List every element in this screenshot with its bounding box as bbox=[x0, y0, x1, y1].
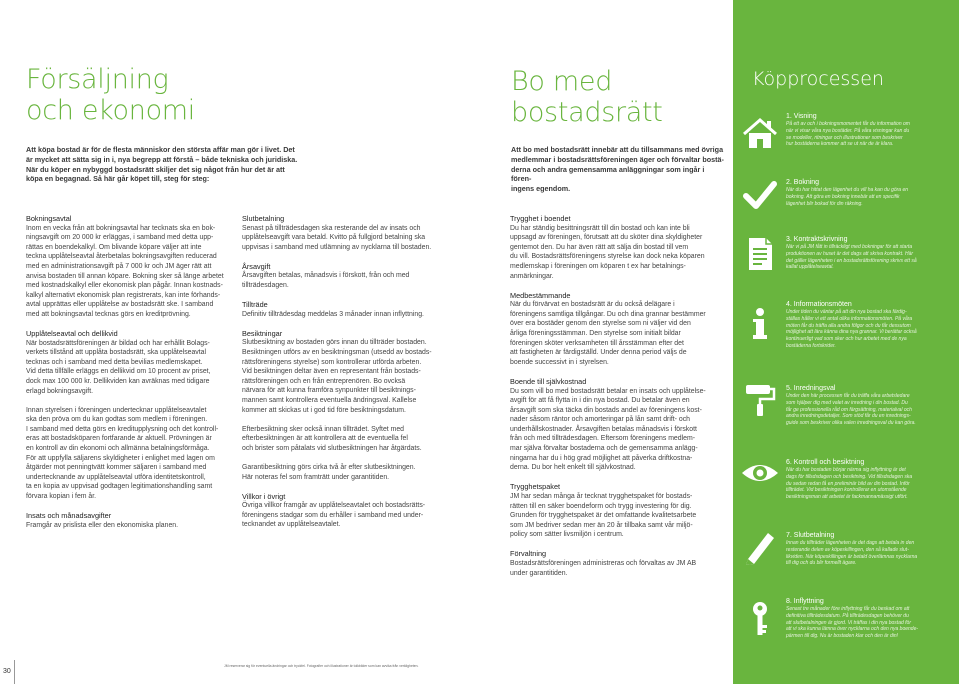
body-line: under garantitiden. bbox=[510, 569, 568, 577]
body-line: med kostnadskalkyl eller ekonomisk plan pågår. Innan kostnads- bbox=[26, 282, 223, 290]
body-line: derna. Du bor helt enkelt till självkostnad. bbox=[510, 464, 636, 472]
text-section bbox=[510, 482, 730, 540]
body-line: årsavgift som ska täcka din bostads andel av föreningens kost- bbox=[510, 406, 702, 414]
step-title: 1. Visning bbox=[786, 113, 817, 120]
body-line: närvara för att kunna framföra synpunkter till besiktnings- bbox=[242, 387, 416, 395]
process-step bbox=[786, 112, 938, 148]
step-description-line: likviden. När köpeskillingen är betald överlämnas nycklarna bbox=[786, 553, 918, 560]
title-line: bostadsrätt bbox=[511, 97, 663, 128]
section-heading: Villkor i övrigt bbox=[242, 491, 286, 501]
step-description-line: andra inredningsdetaljer. Som stöd får du en inrednings- bbox=[786, 413, 911, 420]
title-line: Bo med bbox=[511, 66, 613, 97]
body-line: teckna upplåtelseavtal återbetalas bokningsavgiften reducerad bbox=[26, 253, 217, 261]
step-description-line: pärmen till dig. Nu är bostaden klar och den är din! bbox=[786, 633, 899, 640]
info-icon bbox=[740, 303, 780, 343]
sidebar-title: Köpprocessen bbox=[752, 68, 884, 90]
body-line: nader såsom räntor och amorteringar på lån samt drift- och bbox=[510, 416, 691, 424]
step-description-line: lägenhet blir bokad för din räkning. bbox=[786, 200, 863, 207]
step-description-line: ställas håller vi ett antal olika informationsmöten. På våra bbox=[786, 315, 913, 322]
process-step bbox=[786, 178, 938, 207]
text-section bbox=[242, 425, 462, 454]
body-line: förvara kopian i fem år. bbox=[26, 493, 97, 501]
body-line: Du har ständig besittningsrätt till din bostad och kan inte bli bbox=[510, 224, 690, 232]
pen-icon bbox=[740, 527, 780, 567]
body-line: I samband med detta görs en kreditupplysning och det kontroll- bbox=[26, 425, 219, 433]
body-line: Vid besiktningen deltar även en representant från bostads- bbox=[242, 368, 421, 376]
text-line: När du köper en nybyggd bostadsrätt skiljer det sig något från hur det är att bbox=[26, 164, 285, 174]
section-heading: Årsavgift bbox=[242, 261, 271, 271]
process-step bbox=[786, 531, 938, 567]
text-section bbox=[26, 511, 236, 530]
body-line: kommer att skickas ut i god tid före besiktningsdatum. bbox=[242, 406, 406, 414]
body-line: från och med tillträdesdagen. Eftersom föreningens medlem- bbox=[510, 435, 695, 443]
step-description-line: definitiva tillträdesdatum. På tillträdesdagen behöver du bbox=[786, 612, 909, 619]
body-line: Här noteras fel som framträtt under garantitiden. bbox=[242, 473, 390, 481]
body-line: Efterbesiktning sker också innan tillträdet. Syftet med bbox=[242, 425, 405, 433]
text-line: köpa en begagnad. Så här går köpet till, steg för steg: bbox=[26, 174, 210, 184]
step-title: 5. Inredningsval bbox=[786, 385, 836, 392]
text-line: ingens egendom. bbox=[511, 184, 571, 194]
body-line: När du förvärvat en bostadsrätt är du också delägare i bbox=[510, 301, 675, 309]
section-heading: Medbestämmande bbox=[510, 290, 571, 300]
step-description-line: att vi ska kunna lämna över nycklarna och den nya boende- bbox=[786, 626, 919, 633]
section-heading: Upplåtelseavtal och dellikvid bbox=[26, 329, 118, 339]
section-heading: Boende till självkostnad bbox=[510, 376, 587, 386]
section-heading: Besiktningar bbox=[242, 328, 283, 338]
body-line: Garantibesiktning görs cirka två år efter slutbesiktningen. bbox=[242, 463, 416, 471]
body-line: anmärkningar. bbox=[510, 272, 554, 280]
body-line: gentemot den. Du har även rätt att sälja din bostad till vem bbox=[510, 243, 689, 251]
body-line: med en administrationsavgift på 7 000 kr och JM äger rätt att bbox=[26, 262, 212, 270]
body-line: mar själva förvaltar bostaderna och de gemensamma anlägg- bbox=[510, 445, 698, 453]
body-line: uppsagd av föreningen, förutsatt att du sköter dina skyldigheter bbox=[510, 234, 703, 242]
body-line: När bostadsrättsföreningen är bildad och har erhållit Bolags- bbox=[26, 339, 210, 347]
body-line: dock max 100 000 kr. Dellikviden kan avräknas med tidigare bbox=[26, 378, 210, 385]
body-line: upplåtelseavgift vara betald. Kvitto på fullgjord betalning ska bbox=[242, 234, 426, 242]
eye-icon bbox=[740, 453, 780, 493]
body-line: Vid detta tillfälle erläggs en dellikvid om 10 procent av priset, bbox=[26, 368, 211, 376]
text-section bbox=[242, 214, 462, 252]
checkmark-icon bbox=[740, 176, 780, 216]
disclaimer: JM reserverar sig för eventuella ändringar och tryckfel. Fotografier och illustrationer är tolkbilder som kan avvika från verkligheten. bbox=[224, 664, 419, 668]
body-line: Bostadsrättsföreningen administreras och förvaltas av JM AB bbox=[510, 560, 697, 567]
step-description-line: hur bostäderna kommer att se ut när de är klara. bbox=[786, 141, 894, 148]
step-description-line: På ett av och i bokningsmomentet får du information om bbox=[786, 121, 910, 127]
body-line: Besiktningen utförs av en besiktningsman (utsedd av bostads- bbox=[242, 349, 432, 357]
step-description-line: att slutbetalningen är gjord. Vi träffas i din nya bostad för bbox=[786, 619, 911, 626]
body-line: föreningens stadgar som du erhåller i samband med under- bbox=[242, 511, 424, 519]
step-description-line: resterande delen av köpeskillingen, den så kallade slut- bbox=[786, 546, 909, 553]
house-icon bbox=[740, 112, 780, 152]
text-section bbox=[26, 406, 236, 502]
section-heading: Slutbetalning bbox=[242, 214, 285, 223]
step-description-line: Innan du tillträder lägenheten är det dags att betala in den bbox=[786, 540, 915, 546]
body-line: åtgärder mot penningtvätt kommer säljaren i samband med bbox=[26, 464, 207, 472]
body-line: som JM bedriver sedan mer än 20 år tillbaka samt vår miljö- bbox=[510, 521, 693, 529]
column-3 bbox=[510, 214, 730, 588]
body-line: tillträdesdagen. bbox=[242, 282, 289, 290]
step-description-line: se modeller, ritningar och illustrationer som beskriver bbox=[786, 134, 903, 141]
text-section bbox=[510, 214, 730, 281]
body-line: Övriga villkor framgår av upplåtelseavtalet och bostadsrätts- bbox=[242, 502, 426, 510]
step-description-line: När du har bostaden börjar närma sig inflyttning är det bbox=[786, 467, 906, 473]
step-description-line: möten får du träffa alla andra fölgor och du får dessutom bbox=[786, 322, 911, 329]
step-description-line: när vi visar våra nya bostäder. På våra visningar kan du bbox=[786, 127, 910, 134]
step-description-line: kallat upplåtelseavtal. bbox=[786, 264, 834, 271]
step-description-line: bokning. Att göra en bokning innebär att en specifik bbox=[786, 193, 900, 200]
text-section bbox=[26, 329, 236, 396]
column-1 bbox=[26, 214, 236, 540]
body-line: undertecknande av upplåtelseavtal utföra identitetskontroll, bbox=[26, 473, 206, 481]
paint-roller-icon bbox=[740, 379, 780, 419]
text-line: Att bo med bostadsrätt innebär att du tillsammans med övriga bbox=[511, 145, 724, 154]
body-line: tecknas och i samband med detta bevilias medlemskapet. bbox=[26, 358, 203, 366]
body-line: anvisa bostaden till annan köpare. Bokning sker så länge arbetet bbox=[26, 272, 224, 280]
title-line: och ekonomi bbox=[26, 95, 195, 126]
body-line: rättsföreningen och en från entreprenören. Bo ovcksä bbox=[242, 377, 406, 385]
text-line: derna och andra gemensamma anläggningar som ingår i fören- bbox=[511, 164, 705, 184]
body-line: erlagd bokningsavgift. bbox=[26, 387, 94, 395]
body-line: uppvisas i samband med utlämning av nycklarna till bostaden. bbox=[242, 243, 432, 251]
body-line: att fastigheten är färdigställd. Under denna period väljs de bbox=[510, 349, 687, 357]
step-description-line: Under den här processen får du träffa våra arbetsledare bbox=[786, 393, 910, 399]
step-description-line: guide som beskriver olika valen inredningsval du kan göra. bbox=[786, 420, 916, 427]
process-step bbox=[786, 458, 938, 501]
process-step bbox=[786, 300, 938, 350]
body-line: eras att bostadsköparen fortfarande är aktuell. Prövningen är bbox=[26, 435, 212, 443]
step-description-line: du sedan redan få en preliminär bild av din bostad. Inför bbox=[786, 480, 910, 487]
body-line: ningarna har du i hög grad möjlighet att påverka driftkostna- bbox=[510, 454, 693, 462]
step-description-line: tillträdet. Vid besiktningen kontrollerar en utomstående bbox=[786, 487, 907, 494]
step-description-line: Under tiden du väntar på att din nya bostad ska färdig- bbox=[786, 309, 907, 315]
intro-sales bbox=[26, 145, 306, 184]
step-description-line: bostäderna fortskrider. bbox=[786, 342, 836, 349]
step-description-line: till dig och du blir formellt ägare. bbox=[786, 560, 857, 567]
body-line: boende successivt in i styrelsen. bbox=[510, 358, 609, 366]
text-section bbox=[510, 291, 730, 368]
body-line: över era bostäder genom den styrelse som ni väljer vid den bbox=[510, 320, 691, 328]
body-line: avtal upprättas eller upplåtelse av bostadsrätt ske. I samband bbox=[26, 301, 214, 309]
text-section bbox=[242, 492, 462, 530]
body-line: efterbesiktningen är att kontrollera att de eventuella fel bbox=[242, 435, 408, 443]
body-line: årliga föreningsstämman. Den styrelse som initialt bildar bbox=[510, 330, 681, 338]
text-section bbox=[26, 214, 236, 320]
section-heading: Tillträde bbox=[242, 300, 268, 310]
body-line: Du som vill bo med bostadsrätt betalar en insats och upplåtelse- bbox=[510, 387, 706, 395]
body-line: föreningen sköter verksamheten till årsstämman efter det bbox=[510, 339, 684, 347]
text-section bbox=[242, 300, 462, 319]
section-heading: Trygghet i boendet bbox=[510, 214, 571, 223]
text-line: medlemmar i bostadsrättsföreningen äger och förvaltar bostä- bbox=[511, 154, 724, 164]
intro-living bbox=[511, 145, 726, 194]
key-icon bbox=[740, 599, 780, 639]
body-line: rättsföreningens styrelse) som kontrollerar utförda arbeten. bbox=[242, 358, 422, 366]
body-line: Definitiv tillträdesdag meddelas 3 månader innan inflyttning. bbox=[242, 310, 424, 318]
text-line: är mycket att sätta sig in i, nya begrepp att förstå – både tekniska och juridiska. bbox=[26, 154, 298, 164]
body-line: verkets tillstånd att upplåta bostadsrätt, ska upplåtelseavtal bbox=[26, 349, 207, 357]
page-number: 30 bbox=[3, 668, 11, 675]
body-line: medlemskap i föreningen om köparen t ex har betalnings- bbox=[510, 262, 686, 270]
section-heading: Trygghetspaket bbox=[510, 482, 561, 492]
body-line: Årsavgiften betalas, månadsvis i förskott, från och med bbox=[242, 272, 410, 280]
process-step bbox=[786, 597, 938, 640]
body-line: rätten till en säker boendeform och trygg investering för dig. bbox=[510, 502, 692, 510]
document-icon bbox=[740, 234, 780, 274]
text-section bbox=[510, 549, 730, 578]
step-title: 3. Kontraktskrivning bbox=[786, 236, 848, 243]
step-description-line: När du har hittat den lägenhet du vill ha kan du göra en bbox=[786, 187, 909, 193]
body-line: För att uppfylla säljarens skyldigheter i enlighet med lagen om bbox=[26, 454, 215, 462]
body-line: Slutbesiktning av bostaden görs innan du tillträder bostaden. bbox=[242, 339, 427, 347]
section-heading: Insats och månadsavgifter bbox=[26, 511, 112, 521]
body-line: underhållskostnader. Årsavgiften betalas månadsvis i förskott bbox=[510, 425, 697, 433]
step-title: 7. Slutbetalning bbox=[786, 532, 835, 539]
body-line: JM har sedan många år tecknat trygghetspaket för bostads- bbox=[510, 492, 693, 500]
body-line: avgift för att få flytta in i din nya bostad. Du betalar även en bbox=[510, 397, 690, 405]
text-section bbox=[242, 463, 462, 482]
section-title-sales-economy bbox=[26, 64, 195, 126]
process-step bbox=[786, 235, 938, 271]
step-description-line: produktionen av huset är det dags att skriva kontrakt. Här bbox=[786, 250, 914, 257]
text-line: Att köpa bostad är för de flesta människor den största affär man gör i livet. Det bbox=[26, 145, 295, 154]
step-description-line: kontinuerligt vad som sker och hur arbetet med de nya bbox=[786, 336, 907, 343]
step-description-line: besiktningsman att arbetet är fackmannamässigt utfört. bbox=[786, 494, 908, 501]
body-line: policy som sätter livsmiljön i centrum. bbox=[510, 531, 624, 539]
column-2 bbox=[242, 214, 462, 540]
body-line: Framgår av prislista eller den ekonomiska planen. bbox=[26, 521, 179, 529]
body-line: Innan styrelsen i föreningen undertecknar upplåtelseavtalet bbox=[26, 406, 207, 414]
body-line: och brister som påtalats vid slutbesiktningen har åtgärdats. bbox=[242, 444, 422, 452]
step-description-line: får ge professionella råd om färgsättning, materialval och bbox=[786, 406, 912, 413]
section-heading: Förvaltning bbox=[510, 549, 547, 559]
step-title: 8. Inflyttning bbox=[786, 598, 824, 605]
text-section bbox=[242, 262, 462, 291]
text-section bbox=[510, 377, 730, 473]
body-line: rättas en boendekalkyl. Om blivande köpare väljer att inte bbox=[26, 243, 202, 251]
body-line: ta en kopia av uppvisad godtagen legitimationshandling samt bbox=[26, 483, 213, 491]
body-line: kalkyl alternativt ekonomisk plan registrerats, kan inte förhands- bbox=[26, 291, 221, 299]
body-line: med att bokningsavtal tecknas görs en kreditprövning. bbox=[26, 310, 191, 318]
step-title: 4. Informationsmöten bbox=[786, 301, 852, 308]
body-line: föreningens samtliga tillgångar. Du och dina grannar bestämmer bbox=[510, 310, 706, 318]
section-heading: Bokningsavtal bbox=[26, 214, 72, 223]
step-description-line: Senast tre månader före inflyttning får du beskad om att bbox=[786, 606, 910, 612]
title-line: Försäljning bbox=[26, 64, 169, 95]
body-line: en kontroll av din ekonomi och allmänna betalningsförmåga. bbox=[26, 445, 210, 453]
step-description-line: det gäller lägenheten i en bostadsrättsförening skrivs ett så bbox=[786, 257, 917, 264]
body-line: ningsavgift om 20 000 kr erläggas, i samband med detta upp- bbox=[26, 234, 214, 242]
text-section bbox=[242, 329, 462, 415]
step-description-line: som hjälper dig med valet av inredning i din bostad. Du bbox=[786, 399, 908, 406]
section-title-living bbox=[511, 66, 663, 128]
body-line: Senast på tillträdesdagen ska resterande del av insats och bbox=[242, 224, 421, 232]
body-line: tecknandet av upplåtelseavtalet. bbox=[242, 521, 341, 529]
step-description-line: möjlighet att lära känna dina nya grannar. Vi berättar också bbox=[786, 329, 917, 336]
body-line: Inom en vecka från att bokningsavtal har tecknats ska en bok- bbox=[26, 224, 216, 232]
step-title: 2. Bokning bbox=[786, 179, 820, 186]
step-description-line: dags för tillsdsdagen och besiktning. Vid tillsdsdagen ska bbox=[786, 473, 913, 480]
body-line: ska den pröva om du kan godtas som medlem i föreningen. bbox=[26, 416, 208, 424]
body-line: mannen samt kontrollera eventuella ändringsval. Kallelse bbox=[242, 397, 417, 404]
body-line: du vill. Bostadsrättsföreningens styrelse kan dock neka köparen bbox=[510, 253, 705, 261]
step-description-line: När vi på JM fått in tillräckligt med bokningar för att starta bbox=[786, 244, 913, 250]
step-title: 6. Kontroll och besiktning bbox=[786, 459, 865, 466]
process-step bbox=[786, 384, 938, 427]
body-line: Grunden för trygghetspaket är det omfattande kvalitetsarbete bbox=[510, 512, 697, 520]
page-divider bbox=[14, 660, 15, 684]
